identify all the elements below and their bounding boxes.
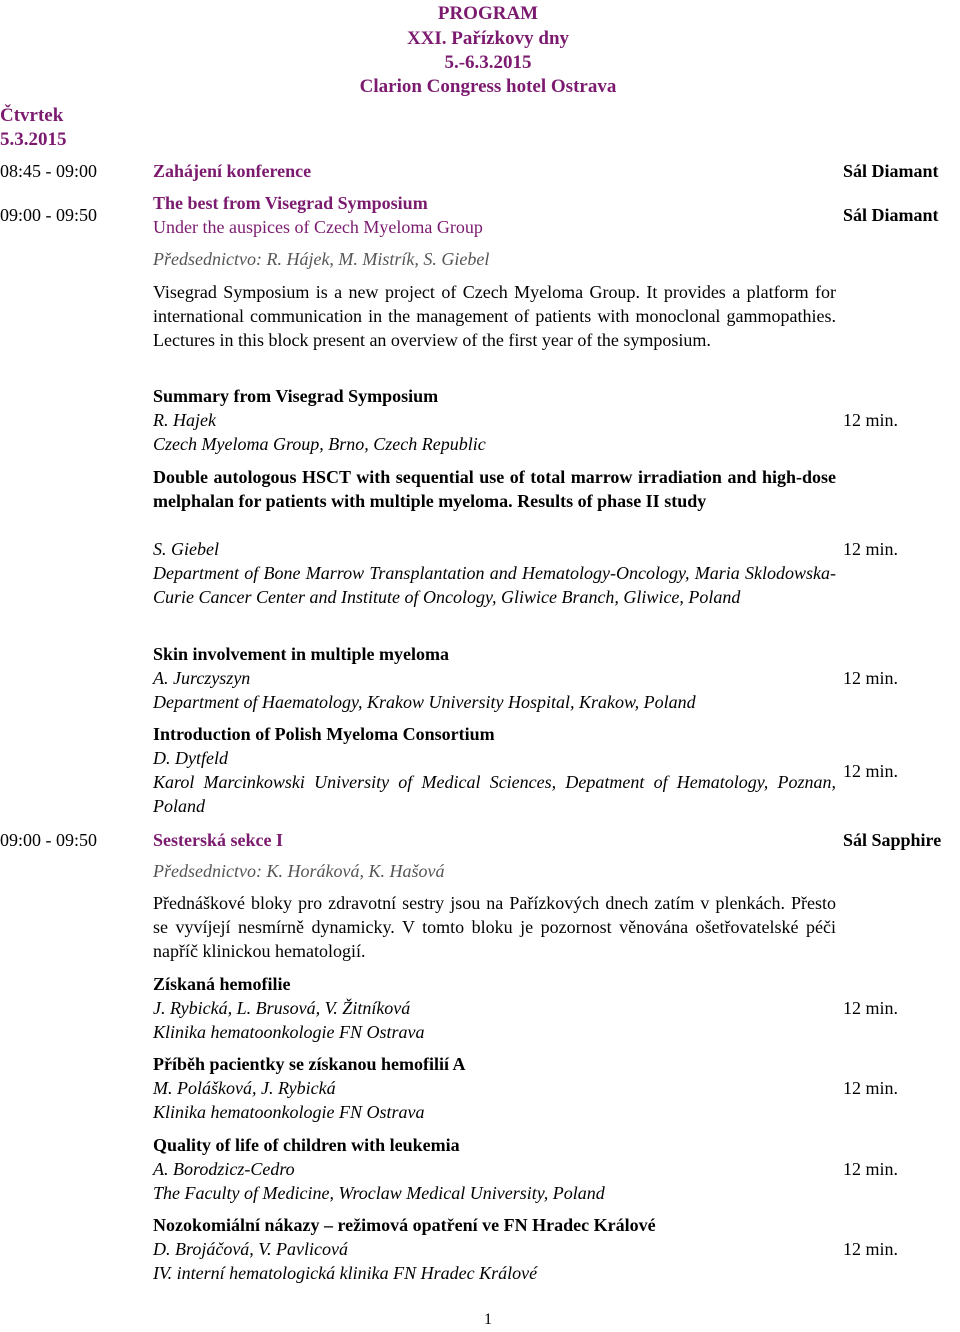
conference-title: XXI. Pařízkovy dny xyxy=(406,28,570,49)
talk-author: D. Brojáčová, V. Pavlicová xyxy=(153,1239,348,1259)
conference-venue: Clarion Congress hotel Ostrava xyxy=(359,76,617,97)
talk-affiliation: Karol Marcinkowski University of Medical Sciences, Depatment of Hematology, Poznan, Poland xyxy=(153,772,836,816)
conference-dates: 5.-6.3.2015 xyxy=(444,52,532,73)
session-room: Sál Sapphire xyxy=(843,830,942,850)
talk-title: Nozokomiální nákazy – režimová opatření ve FN Hradec Králové xyxy=(153,1215,656,1235)
talk-duration: 12 min. xyxy=(843,761,899,781)
day-date: 5.3.2015 xyxy=(0,129,67,150)
talk-title: Příběh pacientky se získanou hemofilií A xyxy=(153,1054,466,1074)
day-name: Čtvrtek xyxy=(0,105,64,126)
talk-affiliation: Czech Myeloma Group, Brno, Czech Republic xyxy=(153,434,486,454)
session-time: 09:00 - 09:50 xyxy=(0,205,97,225)
talk-author: M. Polášková, J. Rybická xyxy=(153,1078,336,1098)
talk-affiliation: Department of Bone Marrow Transplantation and Hematology-Oncology, Maria Sklodowska-Curie Cancer Center and Institute of Oncology, Gliwice Branch, Gliwice, Poland xyxy=(153,563,836,607)
talk-affiliation: The Faculty of Medicine, Wroclaw Medical University, Poland xyxy=(153,1183,605,1203)
talk-affiliation: Klinika hematoonkologie FN Ostrava xyxy=(153,1022,425,1042)
talk-author: D. Dytfeld xyxy=(153,748,228,768)
session-chairs: Předsednictvo: R. Hájek, M. Mistrík, S. Giebel xyxy=(153,249,490,269)
talk-duration: 12 min. xyxy=(843,668,899,688)
page-number: 1 xyxy=(484,1311,492,1328)
talk-author: S. Giebel xyxy=(153,539,219,559)
talk-affiliation: Department of Haematology, Krakow University Hospital, Krakow, Poland xyxy=(153,692,696,712)
talk-affiliation: IV. interní hematologická klinika FN Hradec Králové xyxy=(153,1263,538,1283)
talk-duration: 12 min. xyxy=(843,998,899,1018)
session-subtitle: Under the auspices of Czech Myeloma Group xyxy=(153,217,483,237)
session-room: Sál Diamant xyxy=(843,205,939,225)
talk-duration: 12 min. xyxy=(843,1239,899,1259)
talk-title: Quality of life of children with leukemia xyxy=(153,1135,460,1155)
talk-author: A. Borodzicz-Cedro xyxy=(153,1159,295,1179)
talk-title: Double autologous HSCT with sequential use of total marrow irradiation and high-dose melphalan for patients with multiple myeloma. Results of phase II study xyxy=(153,467,836,511)
talk-author: R. Hajek xyxy=(153,410,216,430)
talk-duration: 12 min. xyxy=(843,410,899,430)
talk-duration: 12 min. xyxy=(843,1078,899,1098)
talk-title: Skin involvement in multiple myeloma xyxy=(153,644,450,664)
talk-title: Summary from Visegrad Symposium xyxy=(153,386,439,406)
talk-title: Introduction of Polish Myeloma Consortium xyxy=(153,724,495,744)
talk-title: Získaná hemofilie xyxy=(153,974,291,994)
program-heading: PROGRAM xyxy=(437,3,539,24)
session-title: Sesterská sekce I xyxy=(153,830,283,850)
session-description: Přednáškové bloky pro zdravotní sestry jsou na Pařízkových dnech zatím v plenkách. Přesto se vyvíjejí nesmírně dynamicky. V tomto bloku je pozornost věnována ošetřovatelské péči napříč klinickou hematologií. xyxy=(153,893,836,961)
session-time: 09:00 - 09:50 xyxy=(0,830,97,850)
session-room: Sál Diamant xyxy=(843,161,939,181)
session-title: The best from Visegrad Symposium xyxy=(153,193,428,213)
session-title: Zahájení konference xyxy=(153,161,312,181)
talk-author: J. Rybická, L. Brusová, V. Žitníková xyxy=(153,998,411,1018)
talk-author: A. Jurczyszyn xyxy=(153,668,251,688)
session-time: 08:45 - 09:00 xyxy=(0,161,97,181)
talk-affiliation: Klinika hematoonkologie FN Ostrava xyxy=(153,1102,425,1122)
talk-duration: 12 min. xyxy=(843,539,899,559)
talk-duration: 12 min. xyxy=(843,1159,899,1179)
session-chairs: Předsednictvo: K. Horáková, K. Hašová xyxy=(153,861,445,881)
session-description: Visegrad Symposium is a new project of Czech Myeloma Group. It provides a platform for international communication in the management of patients with monoclonal gammopathies. Lectures in this block present an overview of the first year of the symposium. xyxy=(153,282,836,350)
